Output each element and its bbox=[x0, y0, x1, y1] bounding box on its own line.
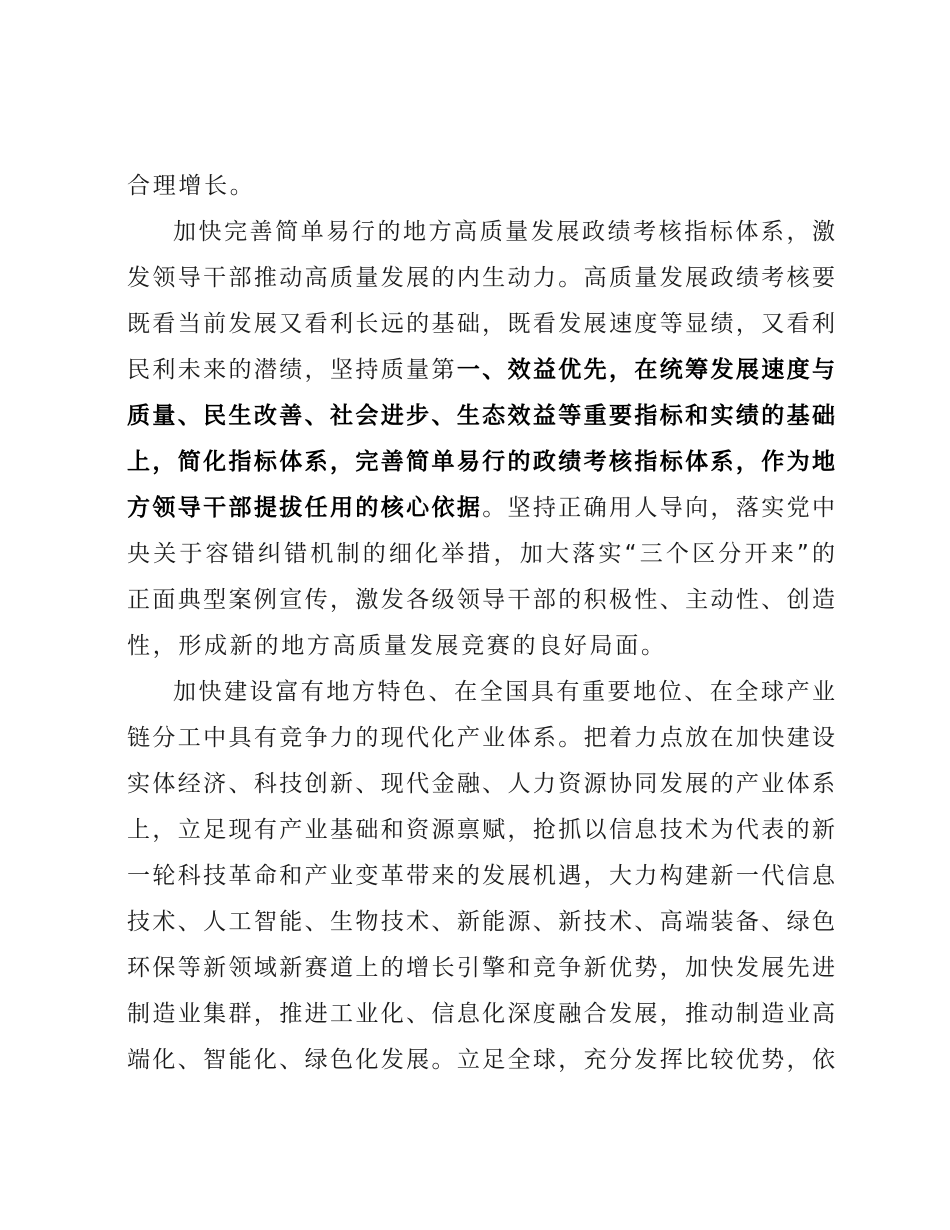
bold-text-segment: 方领导干部提拔任用的核心依据 bbox=[127, 495, 483, 521]
text-line bbox=[127, 536, 835, 572]
text-segment: 发领导干部推动高质量发展的内生动力。高质量发展政绩考核要 bbox=[127, 265, 835, 291]
text-line bbox=[127, 628, 835, 664]
bold-text-segment: 一、效益优先，在统筹发展速度与 bbox=[456, 357, 836, 383]
text-segment: 实体经济、科技创新、现代金融、人力资源协同发展的产业体系 bbox=[127, 771, 835, 797]
text-segment: 环保等新领域新赛道上的增长引擎和竞争新优势，加快发展先进 bbox=[127, 955, 835, 981]
text-segment: 民利未来的潜绩，坚持质量第 bbox=[127, 357, 457, 383]
bold-text-line bbox=[127, 398, 835, 434]
text-segment: 央关于容错纠错机制的细化举措，加大落实“三个区分开来”的 bbox=[127, 541, 835, 567]
text-line bbox=[127, 996, 835, 1032]
text-line bbox=[127, 260, 835, 296]
text-segment: 链分工中具有竞争力的现代化产业体系。把着力点放在加快建设 bbox=[127, 725, 835, 751]
bold-text-line bbox=[127, 444, 835, 480]
text-segment: 一轮科技革命和产业变革带来的发展机遇，大力构建新一代信息 bbox=[127, 863, 835, 889]
text-line bbox=[127, 812, 835, 848]
text-line bbox=[173, 674, 835, 710]
text-segment: 。坚持正确用人导向，落实党中 bbox=[482, 495, 836, 521]
text-line bbox=[127, 950, 835, 986]
text-line bbox=[127, 490, 835, 526]
text-line bbox=[127, 168, 835, 204]
bold-text-segment: 质量、民生改善、社会进步、生态效益等重要指标和实绩的基础 bbox=[127, 403, 835, 429]
text-line bbox=[127, 306, 835, 342]
text-line bbox=[127, 904, 835, 940]
text-line bbox=[173, 214, 835, 250]
text-line bbox=[127, 352, 835, 388]
bold-text-segment: 上，简化指标体系，完善简单易行的政绩考核指标体系，作为地 bbox=[127, 449, 835, 475]
text-segment: 上，立足现有产业基础和资源禀赋，抢抓以信息技术为代表的新 bbox=[127, 817, 835, 843]
text-segment: 制造业集群，推进工业化、信息化深度融合发展，推动制造业高 bbox=[127, 1001, 835, 1027]
text-line bbox=[127, 1042, 835, 1078]
text-segment: 正面典型案例宣传，激发各级领导干部的积极性、主动性、创造 bbox=[127, 587, 835, 613]
text-line bbox=[127, 858, 835, 894]
text-segment: 端化、智能化、绿色化发展。立足全球，充分发挥比较优势，依 bbox=[127, 1047, 835, 1073]
text-line bbox=[127, 766, 835, 802]
text-segment: 加快完善简单易行的地方高质量发展政绩考核指标体系，激 bbox=[173, 219, 835, 245]
text-segment: 既看当前发展又看利长远的基础，既看发展速度等显绩，又看利 bbox=[127, 311, 835, 337]
text-segment: 合理增长。 bbox=[127, 173, 256, 199]
text-line bbox=[127, 582, 835, 618]
text-segment: 技术、人工智能、生物技术、新能源、新技术、高端装备、绿色 bbox=[127, 909, 835, 935]
text-line bbox=[127, 720, 835, 756]
text-segment: 性，形成新的地方高质量发展竞赛的良好局面。 bbox=[127, 633, 667, 659]
text-segment: 加快建设富有地方特色、在全国具有重要地位、在全球产业 bbox=[173, 679, 835, 705]
